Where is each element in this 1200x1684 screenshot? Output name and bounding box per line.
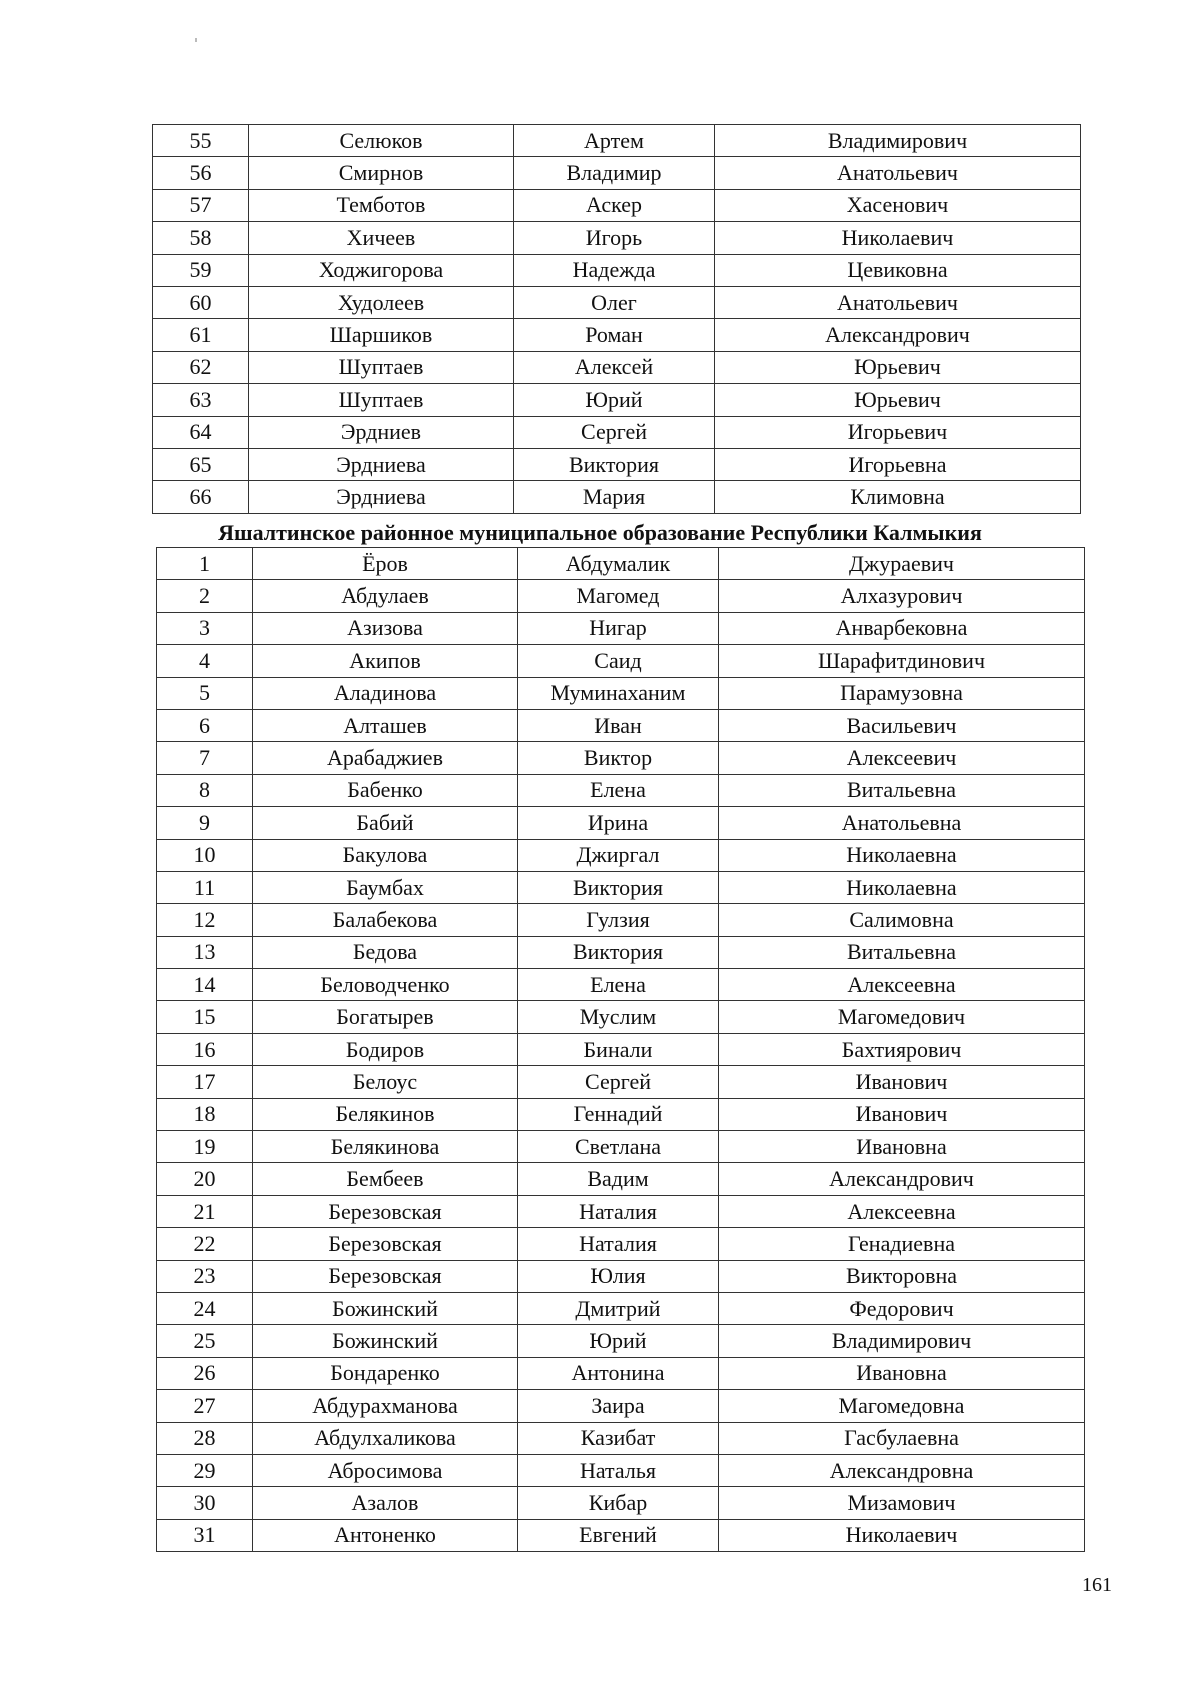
first-name-cell: Нигар [518,612,719,644]
table-row [157,1292,1085,1324]
patronymic-cell: Владимирович [719,1325,1085,1357]
first-name-cell: Елена [518,969,719,1001]
row-number-cell: 61 [153,319,249,351]
last-name-cell: Божинский [253,1325,518,1357]
patronymic-cell: Алхазурович [719,580,1085,612]
last-name-cell: Божинский [253,1292,518,1324]
last-name-cell: Эрдниева [249,448,514,480]
last-name-cell: Бондаренко [253,1357,518,1389]
row-number-cell: 55 [153,125,249,157]
patronymic-cell: Федорович [719,1292,1085,1324]
row-number-cell: 58 [153,222,249,254]
row-number-cell: 25 [157,1325,253,1357]
last-name-cell: Смирнов [249,157,514,189]
row-number-cell: 60 [153,286,249,318]
first-name-cell: Надежда [514,254,715,286]
row-number-cell: 21 [157,1195,253,1227]
row-number-cell: 10 [157,839,253,871]
first-name-cell: Виктория [518,936,719,968]
last-name-cell: Акипов [253,645,518,677]
first-name-cell: Алексей [514,351,715,383]
first-name-cell: Казибат [518,1422,719,1454]
row-number-cell: 62 [153,351,249,383]
patronymic-cell: Салимовна [719,904,1085,936]
last-name-cell: Эрдниев [249,416,514,448]
first-name-cell: Наталья [518,1454,719,1486]
patronymic-cell: Иванович [719,1098,1085,1130]
table-row [153,125,1081,157]
last-name-cell: Алташев [253,709,518,741]
row-number-cell: 20 [157,1163,253,1195]
patronymic-cell: Бахтиярович [719,1033,1085,1065]
patronymic-cell: Александрович [715,319,1081,351]
row-number-cell: 27 [157,1390,253,1422]
table-row [157,645,1085,677]
row-number-cell: 23 [157,1260,253,1292]
first-name-cell: Артем [514,125,715,157]
table-row [153,222,1081,254]
patronymic-cell: Юрьевич [715,351,1081,383]
patronymic-cell: Анатольевна [719,807,1085,839]
row-number-cell: 57 [153,189,249,221]
patronymic-cell: Игорьевич [715,416,1081,448]
table-row [157,1487,1085,1519]
row-number-cell: 3 [157,612,253,644]
row-number-cell: 16 [157,1033,253,1065]
row-number-cell: 65 [153,448,249,480]
table-row [157,677,1085,709]
table-row [153,319,1081,351]
patronymic-cell: Иванович [719,1066,1085,1098]
row-number-cell: 66 [153,481,249,513]
patronymic-cell: Николаевна [719,871,1085,903]
patronymic-cell: Мизамович [719,1487,1085,1519]
table-row [157,612,1085,644]
table-row [153,189,1081,221]
last-name-cell: Темботов [249,189,514,221]
first-name-cell: Мария [514,481,715,513]
first-name-cell: Иван [518,709,719,741]
patronymic-cell: Хасенович [715,189,1081,221]
row-number-cell: 1 [157,548,253,580]
patronymic-cell: Ивановна [719,1131,1085,1163]
last-name-cell: Арабаджиев [253,742,518,774]
patronymic-cell: Николаевич [719,1519,1085,1551]
last-name-cell: Антоненко [253,1519,518,1551]
row-number-cell: 26 [157,1357,253,1389]
last-name-cell: Бедова [253,936,518,968]
table-row [157,969,1085,1001]
first-name-cell: Бинали [518,1033,719,1065]
table-row [153,351,1081,383]
patronymic-cell: Александрович [719,1163,1085,1195]
first-name-cell: Ирина [518,807,719,839]
first-name-cell: Дмитрий [518,1292,719,1324]
first-name-cell: Евгений [518,1519,719,1551]
row-number-cell: 8 [157,774,253,806]
first-name-cell: Заира [518,1390,719,1422]
first-name-cell: Сергей [514,416,715,448]
last-name-cell: Эрдниева [249,481,514,513]
last-name-cell: Азалов [253,1487,518,1519]
table-row [153,157,1081,189]
table-row [153,416,1081,448]
table-row [157,1325,1085,1357]
last-name-cell: Аладинова [253,677,518,709]
last-name-cell: Беловодченко [253,969,518,1001]
last-name-cell: Бабенко [253,774,518,806]
patronymic-cell: Николаевна [719,839,1085,871]
first-name-cell: Муслим [518,1001,719,1033]
last-name-cell: Абдурахманова [253,1390,518,1422]
table-row [157,1422,1085,1454]
table-row [153,384,1081,416]
last-name-cell: Шуптаев [249,351,514,383]
patronymic-cell: Александровна [719,1454,1085,1486]
last-name-cell: Березовская [253,1195,518,1227]
row-number-cell: 5 [157,677,253,709]
row-number-cell: 29 [157,1454,253,1486]
page-number: 161 [1082,1574,1112,1596]
table-row [157,1454,1085,1486]
first-name-cell: Владимир [514,157,715,189]
row-number-cell: 30 [157,1487,253,1519]
first-name-cell: Саид [518,645,719,677]
table-row [157,1001,1085,1033]
first-name-cell: Елена [518,774,719,806]
table-row [157,1163,1085,1195]
first-name-cell: Юрий [518,1325,719,1357]
last-name-cell: Худолеев [249,286,514,318]
patronymic-cell: Юрьевич [715,384,1081,416]
row-number-cell: 14 [157,969,253,1001]
first-name-cell: Магомед [518,580,719,612]
table-row [153,448,1081,480]
row-number-cell: 31 [157,1519,253,1551]
last-name-cell: Шаршиков [249,319,514,351]
patronymic-cell: Алексеевна [719,969,1085,1001]
first-name-cell: Геннадий [518,1098,719,1130]
last-name-cell: Бембеев [253,1163,518,1195]
table-row [157,1098,1085,1130]
table-row [157,709,1085,741]
patronymic-cell: Алексеевич [719,742,1085,774]
first-name-cell: Наталия [518,1228,719,1260]
row-number-cell: 59 [153,254,249,286]
table-row [157,839,1085,871]
row-number-cell: 13 [157,936,253,968]
table-row [157,742,1085,774]
first-name-cell: Олег [514,286,715,318]
last-name-cell: Абдулхаликова [253,1422,518,1454]
last-name-cell: Белякинова [253,1131,518,1163]
last-name-cell: Балабекова [253,904,518,936]
first-name-cell: Юлия [518,1260,719,1292]
last-name-cell: Ходжигорова [249,254,514,286]
first-name-cell: Кибар [518,1487,719,1519]
last-name-cell: Абросимова [253,1454,518,1486]
first-name-cell: Антонина [518,1357,719,1389]
last-name-cell: Хичеев [249,222,514,254]
section-heading: Яшалтинское районное муниципальное образование Республики Калмыкия [218,520,982,545]
row-number-cell: 15 [157,1001,253,1033]
row-number-cell: 12 [157,904,253,936]
patronymic-cell: Генадиевна [719,1228,1085,1260]
last-name-cell: Богатырев [253,1001,518,1033]
last-name-cell: Бабий [253,807,518,839]
patronymic-cell: Анварбековна [719,612,1085,644]
row-number-cell: 28 [157,1422,253,1454]
first-name-cell: Роман [514,319,715,351]
row-number-cell: 7 [157,742,253,774]
table-row [157,904,1085,936]
row-number-cell: 18 [157,1098,253,1130]
patronymic-cell: Витальевна [719,774,1085,806]
patronymic-cell: Джураевич [719,548,1085,580]
first-name-cell: Юрий [514,384,715,416]
first-name-cell: Наталия [518,1195,719,1227]
patronymic-cell: Владимирович [715,125,1081,157]
row-number-cell: 64 [153,416,249,448]
table-row [157,1390,1085,1422]
last-name-cell: Баумбах [253,871,518,903]
row-number-cell: 6 [157,709,253,741]
last-name-cell: Бодиров [253,1033,518,1065]
patronymic-cell: Анатольевич [715,157,1081,189]
table-row [153,481,1081,513]
first-name-cell: Виктория [518,871,719,903]
last-name-cell: Селюков [249,125,514,157]
last-name-cell: Белоус [253,1066,518,1098]
row-number-cell: 63 [153,384,249,416]
patronymic-cell: Алексеевна [719,1195,1085,1227]
patronymic-cell: Васильевич [719,709,1085,741]
first-name-cell: Джиргал [518,839,719,871]
table-row [157,1033,1085,1065]
first-name-cell: Светлана [518,1131,719,1163]
row-number-cell: 4 [157,645,253,677]
row-number-cell: 17 [157,1066,253,1098]
patronymic-cell: Викторовна [719,1260,1085,1292]
table-row [157,1228,1085,1260]
row-number-cell: 56 [153,157,249,189]
first-name-cell: Гулзия [518,904,719,936]
table-row [157,807,1085,839]
patronymic-cell: Парамузовна [719,677,1085,709]
row-number-cell: 24 [157,1292,253,1324]
table-row [157,871,1085,903]
last-name-cell: Шуптаев [249,384,514,416]
first-name-cell: Аскер [514,189,715,221]
last-name-cell: Бакулова [253,839,518,871]
row-number-cell: 2 [157,580,253,612]
last-name-cell: Березовская [253,1260,518,1292]
patronymic-cell: Витальевна [719,936,1085,968]
table-row [157,548,1085,580]
table-row [157,1260,1085,1292]
table-row [157,1519,1085,1551]
patronymic-cell: Магомедовна [719,1390,1085,1422]
first-name-cell: Виктор [518,742,719,774]
table-row [157,774,1085,806]
patronymic-cell: Анатольевич [715,286,1081,318]
row-number-cell: 22 [157,1228,253,1260]
last-name-cell: Абдулаев [253,580,518,612]
patronymic-cell: Климовна [715,481,1081,513]
last-name-cell: Ёров [253,548,518,580]
first-name-cell: Вадим [518,1163,719,1195]
first-name-cell: Сергей [518,1066,719,1098]
table-row [153,254,1081,286]
table-row [157,1066,1085,1098]
patronymic-cell: Шарафитдинович [719,645,1085,677]
scan-mark [195,38,197,42]
patronymic-cell: Гасбулаевна [719,1422,1085,1454]
patronymic-cell: Цевиковна [715,254,1081,286]
table-row [153,286,1081,318]
row-number-cell: 9 [157,807,253,839]
last-name-cell: Березовская [253,1228,518,1260]
name-table-top [152,124,1081,514]
last-name-cell: Белякинов [253,1098,518,1130]
patronymic-cell: Магомедович [719,1001,1085,1033]
table-row [157,580,1085,612]
first-name-cell: Игорь [514,222,715,254]
patronymic-cell: Игорьевна [715,448,1081,480]
first-name-cell: Виктория [514,448,715,480]
table-row [157,1357,1085,1389]
table-row [157,1195,1085,1227]
patronymic-cell: Ивановна [719,1357,1085,1389]
patronymic-cell: Николаевич [715,222,1081,254]
last-name-cell: Азизова [253,612,518,644]
first-name-cell: Абдумалик [518,548,719,580]
row-number-cell: 19 [157,1131,253,1163]
row-number-cell: 11 [157,871,253,903]
name-table-bottom [156,547,1085,1552]
table-row [157,1131,1085,1163]
table-row [157,936,1085,968]
first-name-cell: Муминаханим [518,677,719,709]
